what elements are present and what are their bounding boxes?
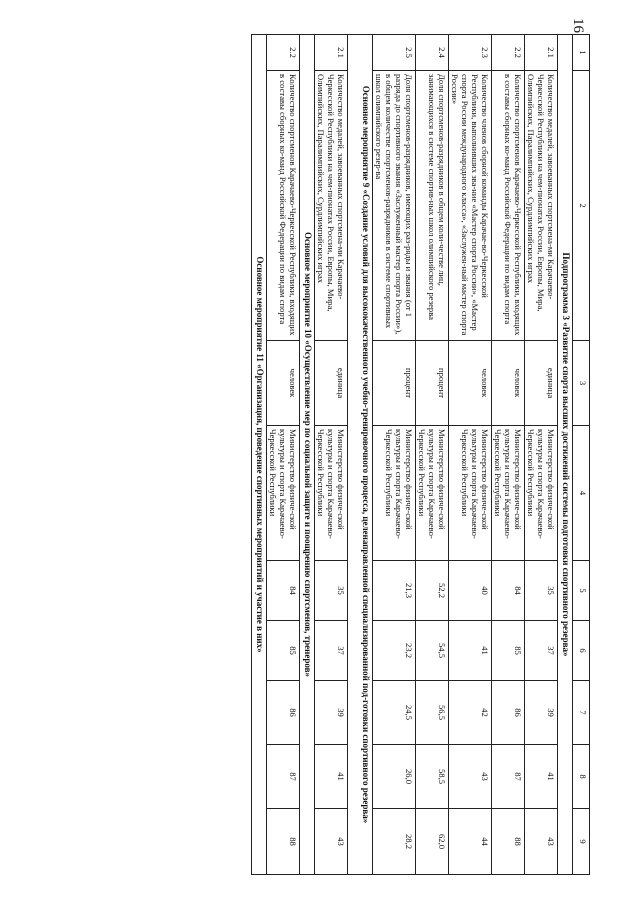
col-header: 2 — [573, 71, 590, 341]
value-cell: 58,5 — [416, 745, 449, 809]
table-row — [315, 35, 348, 875]
value-cell: 84 — [267, 561, 300, 621]
value-cell: 42 — [449, 681, 492, 745]
value-cell: 21,3 — [373, 561, 416, 621]
section-header-row — [252, 35, 267, 875]
table-row — [416, 35, 449, 875]
header-row — [573, 35, 590, 875]
table-row — [267, 35, 300, 875]
value-cell: 62,0 — [416, 809, 449, 875]
indicator-name: Количество спортсменов Карачаево-Черкесской Республики, входящих в составы сборных ко-манд Российской Федерации по видам спорта — [492, 71, 525, 341]
unit-cell: единица — [315, 341, 348, 426]
table-row — [492, 35, 525, 875]
value-cell: 35 — [315, 561, 348, 621]
indicator-name: Количество членов сборной команды Карачае-во-Черкесской Республики, выполнивших зва-ние «Мастер спорта России», «Мастер спорта России международного класса», «Заслужен-ный мастер спорта России» — [449, 71, 492, 341]
row-number: 2.4 — [416, 35, 449, 71]
value-cell: 56,5 — [416, 681, 449, 745]
row-number: 2.2 — [267, 35, 300, 71]
value-cell: 43 — [449, 745, 492, 809]
page-number: 16 — [570, 18, 586, 33]
col-header: 7 — [573, 681, 590, 745]
table-row — [449, 35, 492, 875]
col-header: 8 — [573, 745, 590, 809]
indicator-name: Доля спортсменов-разрядников, имеющих раз-ряды и звания (от 1 разряда до спортивного звания «Заслуженный мастер спорта России»), в общем количестве спортсменов-разрядников в системе спортивных школ олимпийского резер-ва — [373, 71, 416, 341]
value-cell: 23,2 — [373, 621, 416, 681]
section-title: Основное мероприятие 9 «Создание условий для высококачественного учебно-тренировочного процесса, целенаправленной специализированной под-готовки спортивного резерва» — [348, 35, 373, 875]
value-cell: 44 — [449, 809, 492, 875]
table-body — [252, 35, 573, 875]
table-row — [373, 35, 416, 875]
col-header: 6 — [573, 621, 590, 681]
value-cell: 26,0 — [373, 745, 416, 809]
value-cell: 87 — [492, 745, 525, 809]
col-header: 1 — [573, 35, 590, 71]
value-cell: 39 — [525, 681, 558, 745]
value-cell: 37 — [315, 621, 348, 681]
indicator-name: Количество медалей, завоеванных спортсмена-ми Карачаево-Черкесской Республики на чем-пионатах России, Европы, Мира, Олимпийских, Паралимпийских, Сурдлимпийских играх — [525, 71, 558, 341]
col-header: 3 — [573, 341, 590, 426]
value-cell: 52,2 — [416, 561, 449, 621]
section-title: Подпрограмма 3 «Развитие спорта высших достижений системы подготовки спортивного резерва» — [558, 35, 573, 875]
unit-cell: процент — [416, 341, 449, 426]
value-cell: 88 — [492, 809, 525, 875]
value-cell: 84 — [492, 561, 525, 621]
unit-cell: человек — [449, 341, 492, 426]
section-title: Основное мероприятие 11 «Организация, проведение спортивных мероприятий и участие в них» — [252, 35, 267, 875]
section-title: Основное мероприятие 10 «Осуществление мер по социальной защите и поощрению спортсменов, тренеров» — [300, 35, 315, 875]
responsible-org: Министерство физиче-ской культуры и спорта Карачаево-Черкесской Республики — [267, 426, 300, 561]
value-cell: 85 — [492, 621, 525, 681]
responsible-org: Министерство физиче-ской культуры и спорта Карачаево-Черкесской Республики — [315, 426, 348, 561]
value-cell: 40 — [449, 561, 492, 621]
value-cell: 41 — [525, 745, 558, 809]
value-cell: 86 — [492, 681, 525, 745]
unit-cell: единица — [525, 341, 558, 426]
responsible-org: Министерство физиче-ской культуры и спорта Карачаево-Черкесской Республики — [373, 426, 416, 561]
col-header: 4 — [573, 426, 590, 561]
responsible-org: Министерство физиче-ской культуры и спорта Карачаево-Черкесской Республики — [416, 426, 449, 561]
value-cell: 87 — [267, 745, 300, 809]
value-cell: 24,5 — [373, 681, 416, 745]
value-cell: 86 — [267, 681, 300, 745]
row-number: 2.1 — [525, 35, 558, 71]
value-cell: 39 — [315, 681, 348, 745]
indicator-name: Доля спортсменов-разрядников в общем коли-честве лиц, занимающихся в системе спортив-ных школ олимпийского резерва — [416, 71, 449, 341]
unit-cell: человек — [492, 341, 525, 426]
col-header: 5 — [573, 561, 590, 621]
value-cell: 37 — [525, 621, 558, 681]
value-cell: 54,5 — [416, 621, 449, 681]
value-cell: 43 — [525, 809, 558, 875]
value-cell: 28,2 — [373, 809, 416, 875]
indicator-name: Количество спортсменов Карачаево-Черкесской Республики, входящих в составы сборных ко-манд Российской Федерации по видам спорта — [267, 71, 300, 341]
responsible-org: Министерство физиче-ской культуры и спорта Карачаево-Черкесской Республики — [492, 426, 525, 561]
indicator-name: Количество медалей, завоеванных спортсмена-ми Карачаево-Черкесской Республики на чем-пионатах России, Европы, Мира, Олимпийских, Паралимпийских, Сурдлимпийских играх — [315, 71, 348, 341]
value-cell: 35 — [525, 561, 558, 621]
table-row — [525, 35, 558, 875]
value-cell: 88 — [267, 809, 300, 875]
value-cell: 85 — [267, 621, 300, 681]
responsible-org: Министерство физиче-ской культуры и спорта Карачаево-Черкесской Республики — [449, 426, 492, 561]
section-header-row — [300, 35, 315, 875]
col-header: 9 — [573, 809, 590, 875]
responsible-org: Министерство физиче-ской культуры и спорта Карачаево-Черкесской Республики — [525, 426, 558, 561]
value-cell: 41 — [315, 745, 348, 809]
unit-cell: процент — [373, 341, 416, 426]
row-number: 2.3 — [449, 35, 492, 71]
value-cell: 41 — [449, 621, 492, 681]
indicators-table — [251, 34, 590, 875]
value-cell: 43 — [315, 809, 348, 875]
unit-cell: человек — [267, 341, 300, 426]
row-number: 2.2 — [492, 35, 525, 71]
section-header-row — [558, 35, 573, 875]
row-number: 2.5 — [373, 35, 416, 71]
rotated-page — [76, 34, 590, 874]
row-number: 2.1 — [315, 35, 348, 71]
section-header-row — [348, 35, 373, 875]
